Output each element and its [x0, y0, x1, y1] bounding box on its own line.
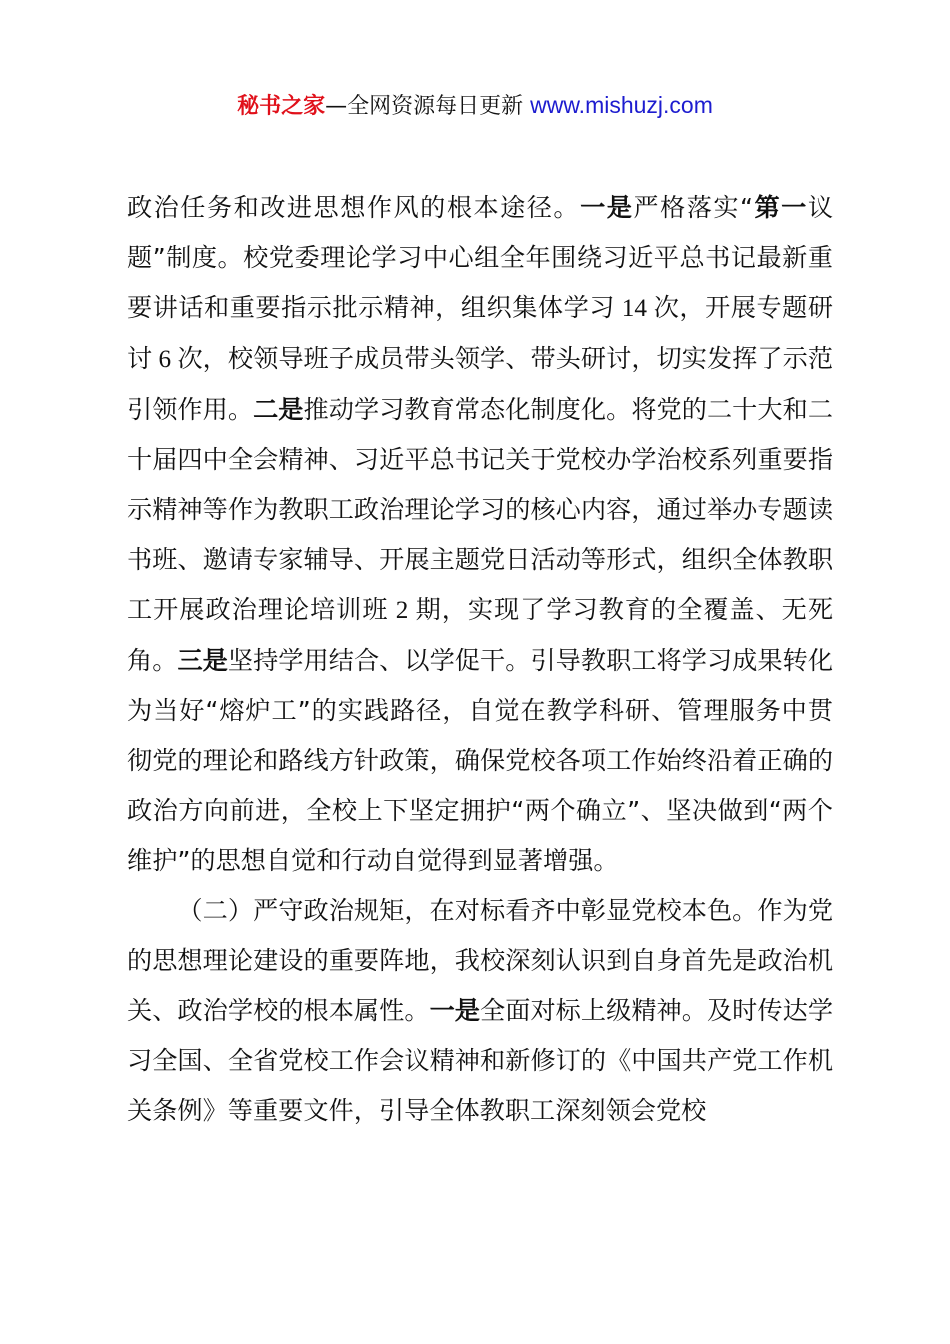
p1-number-14: 14 — [614, 295, 654, 322]
p2-bold-yishi: 一是 — [429, 996, 481, 1025]
header-url-link[interactable]: www.mishuzj.com — [530, 92, 713, 118]
p1-number-2: 2 — [388, 597, 416, 624]
p1-bold-diyi: 第一 — [753, 193, 808, 222]
p1-text-7: 期，实现了学习教育的全覆盖、无死角。 — [127, 595, 834, 675]
p1-text-1: 政治任务和改进思想作风的根本途径。 — [127, 193, 581, 222]
p1-bold-ershi: 二是 — [253, 395, 304, 424]
p1-text-2: 严格落实“ — [633, 193, 754, 222]
paragraph-1 — [127, 183, 833, 886]
p1-number-6: 6 — [152, 346, 178, 373]
p1-text-6: 推动学习教育常态化制度化。将党的二十大和二十届四中全会精神、习近平总书记关于党校办学治校系列重要指示精神等作为教职工政治理论学习的核心内容，通过举办专题读书班、邀请专家辅导、开展主题党日活动等形式，组织全体教职工开展政治理论培训班 — [127, 395, 834, 624]
p2-text-1: （二）严守政治规矩，在对标看齐中彰显党校本色。作为党的思想理论建设的重要阵地，我校深刻认识到自身首先是政治机关、政治学校的根本属性。 — [127, 896, 833, 1025]
p1-text-5: 次，校领导班子成员带头领学、带头研讨，切实发挥了示范引领作用。 — [127, 344, 834, 424]
document-body — [127, 183, 833, 1136]
p2-text-2: 全面对标上级精神。及时传达学习全国、全省党校工作会议精神和新修订的《中国共产党工作机关条例》等重要文件，引导全体教职工深刻领会党校 — [127, 996, 834, 1125]
p1-text-4: 次，开展专题研讨 — [127, 293, 834, 373]
page-header — [0, 88, 950, 124]
p1-bold-sanshi: 三是 — [177, 646, 228, 675]
brand-name: 秘书之家 — [237, 94, 326, 119]
p1-text-3: 议题”制度。校党委理论学习中心组全年围绕习近平总书记最新重要讲话和重要指示批示精神，组织集体学习 — [127, 193, 834, 322]
p1-text-8: 坚持学用结合、以学促干。引导教职工将学习成果转化为当好“熔炉工”的实践路径，自觉在教学科研、管理服务中贯彻党的理论和路线方针政策，确保党校各项工作始终沿着正确的政治方向前进，全校上下坚定拥护“两个确立”、坚决做到“两个维护”的思想自觉和行动自觉得到显著增强。 — [127, 646, 834, 875]
paragraph-2 — [127, 886, 833, 1136]
p1-bold-yishi: 一是 — [580, 193, 634, 222]
header-tagline: —全网资源每日更新 — [325, 94, 531, 119]
